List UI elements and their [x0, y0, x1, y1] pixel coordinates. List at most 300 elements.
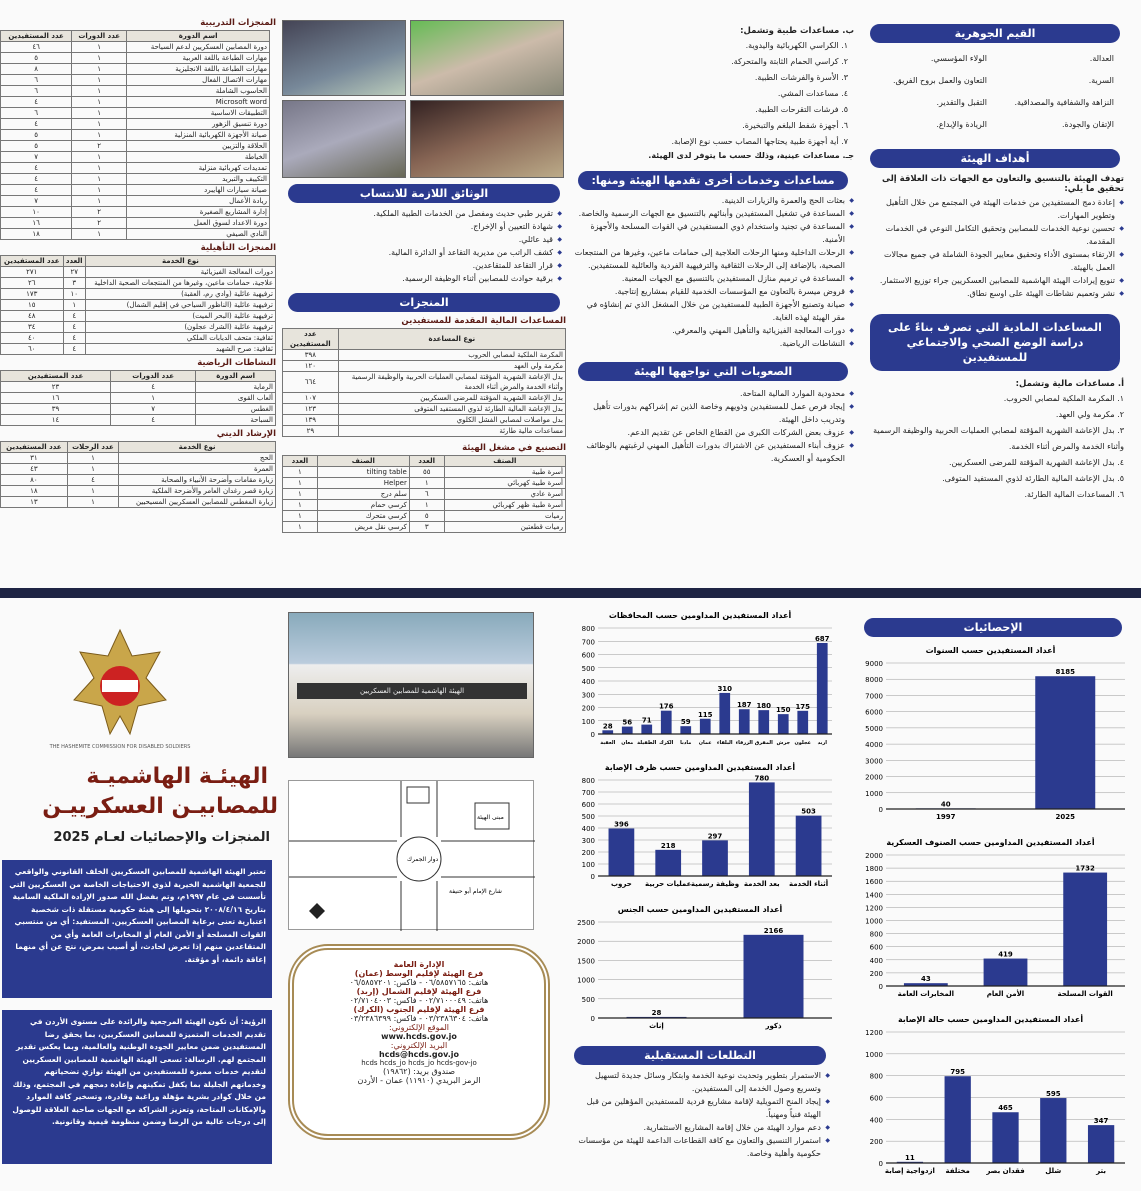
- chart-bar: [700, 719, 711, 734]
- chart-by-injury-status: [848, 1010, 1133, 1185]
- photo-wheelchairs: [282, 100, 406, 178]
- table-cell: tilting table: [317, 467, 409, 478]
- table-cell: ١٠: [63, 289, 85, 300]
- list-item: ١. المكرمة الملكية لمصابي الحروب.: [1003, 394, 1124, 403]
- column-header: اسم الدورة: [127, 31, 270, 42]
- x-tick-label: المفرق: [754, 740, 773, 746]
- map-label-hq: مبنى الهيئة: [477, 814, 504, 821]
- social-handles[interactable]: hcds hcds_jo hcds_jo hcds-gov-jo: [361, 1059, 477, 1067]
- table-cell: أسرة عادي: [444, 489, 565, 500]
- table-cell: مكرمة ولي العهد: [338, 361, 565, 372]
- y-tick-label: 400: [581, 825, 595, 833]
- statistics-column-2: [560, 606, 840, 1160]
- future-list: [560, 1069, 840, 1160]
- y-tick-label: 800: [581, 777, 595, 785]
- chart-by-military-branch: [848, 833, 1133, 1008]
- list-item: ٦. أجهزة شفط البلغم والتبخيرة.: [742, 121, 848, 130]
- x-tick-label: الزرقاء: [735, 740, 753, 746]
- list-item: ◆ دورات المعالجة الفيزيائية والتأهيل المهني والمعرفي.: [572, 324, 854, 337]
- table-cell: زيارة المغطس للمصابين العسكريين المسيحيين: [119, 497, 276, 508]
- bar-value-label: 71: [641, 716, 652, 725]
- table-cell: ١: [63, 300, 85, 311]
- y-tick-label: 200: [581, 704, 595, 713]
- core-value-item: الريادة والإبداع.: [936, 120, 987, 129]
- table-cell: دورة الاعداد لسوق العمل: [127, 218, 270, 229]
- table-cell: ٤٠: [1, 333, 64, 344]
- table-cell: ١٨: [1, 229, 72, 240]
- y-tick-label: 300: [581, 691, 595, 700]
- table-cell: ١: [72, 185, 127, 196]
- website-link[interactable]: www.hcds.gov.jo: [381, 1032, 457, 1041]
- in-kind-aid: جـ. مساعدات عينية، وذلك حسب ما يتوفر لدى الهيئة.: [648, 151, 854, 160]
- documents-list: [282, 207, 566, 285]
- table-cell: النادي الصيفي: [127, 229, 270, 240]
- table-cell: ٤: [111, 382, 196, 393]
- chart-bar: [945, 1076, 971, 1163]
- table-cell: بدل الإعاشة الشهرية المؤقتة لمصابي العمليات الحربية والوظيفة الرسمية وأثناء الخدمة والمرض أثناء الخدمة: [338, 372, 565, 393]
- table-row: [283, 467, 566, 478]
- y-tick-label: 7000: [865, 692, 883, 701]
- table-cell: ٤: [111, 415, 196, 426]
- y-tick-label: 4000: [865, 741, 883, 750]
- y-tick-label: 5000: [865, 724, 883, 733]
- table-cell: ٥: [1, 130, 72, 141]
- table-cell: ١٠٧: [283, 393, 339, 404]
- bar-value-label: 419: [998, 950, 1013, 959]
- table-row: [1, 267, 276, 278]
- list-item: ◆ تنويع إيرادات الهيئة الهاشمية للمصابين العسكريين جراء توزيع الاستثمار.: [866, 274, 1124, 287]
- y-tick-label: 600: [581, 801, 595, 809]
- cover-title-2: للمصابيـن العسكرييـن: [42, 794, 278, 819]
- column-header: عدد الدورات: [111, 371, 196, 382]
- table-row: [1, 218, 270, 229]
- x-tick-label: مادبا: [680, 740, 692, 746]
- x-tick-label: عجلون: [794, 740, 811, 746]
- branch-central: فرع الهيئة لإقليم الوسط (عمان): [354, 969, 484, 978]
- table-header-row: [1, 371, 276, 382]
- table-cell: Helper: [317, 478, 409, 489]
- table-cell: ثقافية: متحف الدبابات الملكي: [85, 333, 275, 344]
- column-header: عدد الرحلات: [67, 442, 118, 453]
- table-row: [283, 426, 566, 437]
- chart-by-gender: [560, 900, 840, 1040]
- table-cell: ١٦: [1, 218, 72, 229]
- table-row: [1, 404, 276, 415]
- table-cell: ١: [72, 119, 127, 130]
- y-tick-label: 1000: [577, 976, 595, 985]
- other-services-list: [572, 194, 854, 350]
- admin-label: الإدارة العامة: [393, 960, 445, 969]
- table-row: [1, 185, 270, 196]
- table-row: [1, 333, 276, 344]
- manufacturing-title: التصنيع في مشغل الهيئة: [462, 443, 566, 453]
- core-values-list: [860, 49, 1130, 135]
- table-row: [1, 119, 270, 130]
- list-item: ٤. بدل الإعاشة الشهرية المؤقتة للمرضى العسكريين.: [948, 458, 1124, 467]
- table-cell: مهارات الطباعة باللغة الانجليزية: [127, 64, 270, 75]
- x-tick-label: اربد: [817, 740, 827, 746]
- y-tick-label: 600: [869, 943, 883, 952]
- list-item: ٣. الأسرة والفرشات الطبية.: [754, 73, 848, 82]
- table-cell: دورة تنسيق الزهور: [127, 119, 270, 130]
- photo-mosque-visit: [410, 100, 564, 178]
- y-tick-label: 0: [878, 1160, 883, 1168]
- table-cell: ٢: [72, 207, 127, 218]
- y-tick-label: 500: [581, 664, 595, 673]
- cover-vision: الرؤية: أن تكون الهيئة المرجعية والرائدة على مستوى الأردن في تقديم الخدمات المتميزة للمصابين العسكريين، بما يحقق رضا المستفيدين ضمن معايير الجودة الوطنية والعالمية، وبما يعكس تقدير المجتمع لهم. الرسالة: تسعى الهيئة الهاشمية للمصابين العسكريين لتقديم خدمات مميزة للمستفيدين من الهيئة توازي تضحياتهم وخدماتهم الجليلة بما يكفل تمكينهم وإعادة دمجهم في المجتمع، وذلك من خلال كوادر بشرية مؤهلة وراغبة وقادرة، وتسخير كافة الموارد والإمكانات المتاحة، وتعزيز الشراكة مع الجهات صاحبة العلاقة للوصول إلى درجات عالية من الرضا وضمن منظومة قيمية وقانونية.: [2, 1010, 272, 1164]
- goals-intro: تهدف الهيئة بالتنسيق والتعاون مع الجهات ذات العلاقة إلى تحقيق ما يلي:: [882, 174, 1124, 194]
- table-cell: الحلاقة والتزيين: [127, 141, 270, 152]
- manufacturing-table: [282, 455, 566, 533]
- y-tick-label: 600: [581, 651, 595, 660]
- table-cell: ٧: [111, 404, 196, 415]
- table-row: [1, 497, 276, 508]
- financial-aid-list: [860, 391, 1130, 503]
- chart-bar: [739, 709, 750, 734]
- table-row: [1, 64, 270, 75]
- table-cell: ٨: [1, 64, 72, 75]
- table-row: [1, 464, 276, 475]
- bar-value-label: 56: [622, 718, 633, 727]
- list-item: ◆ عزوف أبناء المستفيدين عن الاشتراك بدورات التأهيل المهني لرغبتهم بالوظائف الحكومية أو العسكرية.: [572, 439, 854, 465]
- table-cell: ٦٦٤: [283, 372, 339, 393]
- table-cell: كرسي حمام: [317, 500, 409, 511]
- sports-title: النشاطات الرياضية: [197, 358, 276, 368]
- table-row: [1, 141, 270, 152]
- x-tick-label: مختلفة: [945, 1167, 970, 1175]
- core-values-header: القيم الجوهرية: [870, 24, 1120, 43]
- table-cell: ٣: [63, 278, 85, 289]
- column-header: اسم الدورة: [196, 371, 276, 382]
- table-cell: ٢: [72, 141, 127, 152]
- table-row: [1, 475, 276, 486]
- table-cell: ١٢٣: [283, 404, 339, 415]
- chart-bar: [1063, 873, 1107, 986]
- table-row: [1, 278, 276, 289]
- contact-frame: [288, 944, 550, 1140]
- table-cell: ترفيهية عائلية (البحر الميت): [85, 311, 275, 322]
- x-tick-label: شلل: [1045, 1167, 1062, 1175]
- training-table: [0, 30, 270, 240]
- table-row: [1, 75, 270, 86]
- y-tick-label: 100: [581, 717, 595, 726]
- y-tick-label: 800: [869, 1072, 883, 1081]
- column-header: عدد المستفيدين: [1, 31, 72, 42]
- table-cell: العمرة: [119, 464, 276, 475]
- list-item: ◆ برقية حوادث للمصابين أثناء الوظيفة الرسمية.: [282, 272, 562, 285]
- list-item: ◆ المساعدة في ترميم منازل المستفيدين بالتنسيق مع الجهات المعنية.: [572, 272, 854, 285]
- list-item: ◆ صيانة وتصنيع الأجهزة الطبية للمستفيدين من خلال المشغل الذي تم إنشاؤه في مقر الهيئة لهذه الغاية.: [572, 298, 854, 324]
- documents-header: الوثائق اللازمة للانتساب: [288, 184, 560, 203]
- list-item: ◆ كشف الراتب من مديرية التقاعد أو الدائرة المالية.: [282, 246, 562, 259]
- table-cell: ١: [283, 511, 318, 522]
- table-cell: زيارة قصر رغدان العامر والأضرحة الملكية: [119, 486, 276, 497]
- table-row: [283, 393, 566, 404]
- list-item: ◆ شهادة التعيين أو الإخراج.: [282, 220, 562, 233]
- y-tick-label: 300: [581, 837, 595, 845]
- table-cell: ٤٣: [1, 464, 68, 475]
- table-cell: ٢٧١: [1, 267, 64, 278]
- list-item: ٢. مكرمة ولي العهد.: [1055, 410, 1124, 419]
- y-tick-label: 200: [869, 969, 883, 978]
- y-tick-label: 9000: [865, 660, 883, 668]
- core-value-item: النزاهة والشفافية والمصداقية.: [1014, 98, 1114, 107]
- table-cell: رميات: [444, 511, 565, 522]
- documents-achievements-column: [282, 8, 566, 533]
- chart-bar: [609, 828, 635, 876]
- column-header: عدد المستفيدين: [1, 371, 111, 382]
- difficulties-header: الصعوبات التي تواجهها الهيئة: [578, 362, 848, 381]
- y-tick-label: 200: [869, 1138, 883, 1147]
- x-tick-label: العقبة: [600, 740, 616, 746]
- table-header-row: [1, 256, 276, 267]
- table-cell: ١٦: [1, 393, 111, 404]
- table-cell: ١: [72, 97, 127, 108]
- table-cell: ١: [409, 500, 444, 511]
- goals-list: [860, 196, 1130, 300]
- photo-workshop: [282, 20, 406, 96]
- list-item: ٥. بدل الإعاشة المالية الطارئة لذوي المستفيد المتوفى.: [942, 474, 1124, 483]
- chart-bar: [778, 714, 789, 734]
- table-row: [1, 130, 270, 141]
- other-services-header: مساعدات وخدمات أخرى تقدمها الهيئة ومنها:: [578, 171, 848, 190]
- table-cell: ١: [72, 64, 127, 75]
- table-row: [283, 350, 566, 361]
- x-tick-label: الطفيلة: [637, 740, 657, 746]
- bar-value-label: 218: [660, 841, 676, 850]
- y-tick-label: 8000: [865, 676, 883, 685]
- table-row: [1, 486, 276, 497]
- y-tick-label: 2000: [865, 852, 883, 860]
- y-tick-label: 400: [869, 956, 883, 965]
- table-header-row: [283, 329, 566, 350]
- bar-value-label: 115: [697, 710, 713, 719]
- table-row: [283, 404, 566, 415]
- x-tick-label: الكرك: [659, 740, 674, 746]
- table-row: [1, 382, 276, 393]
- table-cell: ريادة الأعمال: [127, 196, 270, 207]
- core-value-item: العدالة.: [1089, 54, 1114, 63]
- list-item: ١. الكراسي الكهربائية واليدوية.: [745, 41, 848, 50]
- bar-value-label: 150: [775, 706, 791, 715]
- column-header: العدد: [283, 456, 318, 467]
- table-cell: ١: [72, 196, 127, 207]
- column-header: الصنف: [317, 456, 409, 467]
- y-tick-label: 1600: [865, 878, 883, 887]
- table-cell: السباحة: [196, 415, 276, 426]
- column-header: عدد المستفيدين: [1, 442, 68, 453]
- table-row: [283, 361, 566, 372]
- tables-column: [0, 8, 276, 508]
- table-cell: ١: [67, 453, 118, 464]
- y-tick-label: 500: [581, 995, 595, 1004]
- table-cell: ٦: [1, 108, 72, 119]
- table-row: [1, 207, 270, 218]
- list-item: ٤. مساعدات المشي.: [777, 89, 848, 98]
- column-header: نوع المساعدة: [338, 329, 565, 350]
- table-row: [1, 42, 270, 53]
- table-cell: ١: [72, 108, 127, 119]
- y-tick-label: 0: [590, 731, 595, 739]
- bar-value-label: 40: [940, 800, 951, 809]
- list-item: ◆ إعادة دمج المستفيدين من خدمات الهيئة في المجتمع من خلال التأهيل وتطوير المهارات.: [866, 196, 1124, 222]
- chart-title: أعداد المستفيدين المداومين حسب حالة الإصابة: [897, 1015, 1084, 1024]
- bar-value-label: 11: [905, 1153, 915, 1162]
- table-row: [283, 511, 566, 522]
- table-cell: ٣: [409, 522, 444, 533]
- column-header: عدد الدورات: [72, 31, 127, 42]
- chart-bar: [655, 850, 681, 876]
- core-value-item: التعاون والعمل بروح الفريق.: [892, 76, 987, 85]
- brochure-outer-page: [0, 598, 1141, 1191]
- y-tick-label: 200: [581, 849, 595, 857]
- cover-column: [0, 598, 276, 1191]
- table-row: [1, 53, 270, 64]
- table-cell: المكرمة الملكية لمصابي الحروب: [338, 350, 565, 361]
- table-cell: التطبيقات الاساسية: [127, 108, 270, 119]
- table-cell: ٥: [1, 141, 72, 152]
- table-cell: ٧: [1, 196, 72, 207]
- chart-title: أعداد المستفيدين المداومين حسب الصنوف العسكرية: [886, 838, 1095, 847]
- achievements-header: المنجزات: [288, 293, 560, 312]
- bar-value-label: 595: [1045, 1090, 1061, 1099]
- table-cell: ٤: [1, 174, 72, 185]
- list-item: ٣. بدل الإعاشة الشهرية المؤقتة لمصابي العمليات الحربية والوظيفة الرسمية وأثناء الخدمة والمرض أثناء الخدمة.: [873, 426, 1124, 451]
- table-header-row: [283, 456, 566, 467]
- photo-pilgrims: [410, 20, 564, 96]
- table-cell: تمديدات كهربائية منزلية: [127, 163, 270, 174]
- table-cell: ترفيهية عائلية (الشرك عجلون): [85, 322, 275, 333]
- table-cell: الرماية: [196, 382, 276, 393]
- column-header: نوع الخدمة: [119, 442, 276, 453]
- bar-value-label: 780: [754, 774, 770, 783]
- chart-bar: [1040, 1098, 1066, 1163]
- x-tick-label: البلقاء: [716, 740, 733, 746]
- medical-aid-list: [572, 38, 854, 150]
- table-row: [283, 489, 566, 500]
- y-tick-label: 1000: [865, 789, 883, 798]
- statistics-column: [848, 606, 1138, 1187]
- table-row: [1, 344, 276, 355]
- y-tick-label: 1000: [865, 917, 883, 926]
- list-item: ◆ قيد عائلي.: [282, 233, 562, 246]
- table-row: [1, 453, 276, 464]
- difficulties-list: [572, 387, 854, 465]
- website-label: الموقع الإلكتروني:: [389, 1023, 449, 1032]
- core-value-item: التقبل والتقدير.: [936, 98, 987, 107]
- table-cell: ١٥: [1, 300, 64, 311]
- table-cell: ١٨: [1, 486, 68, 497]
- table-cell: ١: [409, 478, 444, 489]
- bar-value-label: 180: [756, 702, 772, 711]
- table-cell: ٤٦: [1, 42, 72, 53]
- table-cell: إدارة المشاريع الصغيرة: [127, 207, 270, 218]
- table-cell: ١: [72, 53, 127, 64]
- x-tick-label: 1997: [936, 813, 956, 821]
- chart-bar: [992, 1112, 1018, 1163]
- table-cell: ٢٧: [63, 267, 85, 278]
- table-cell: ٢٩: [283, 426, 339, 437]
- bar-value-label: 465: [998, 1104, 1013, 1113]
- table-cell: ١٤: [1, 415, 111, 426]
- table-row: [1, 393, 276, 404]
- table-cell: ٧: [1, 152, 72, 163]
- table-cell: سلم درج: [317, 489, 409, 500]
- future-header: التطلعات المستقبلية: [574, 1046, 826, 1065]
- y-tick-label: 1200: [865, 1029, 883, 1037]
- table-cell: ١٠: [1, 207, 72, 218]
- list-item: ◆ استمرار التنسيق والتعاون مع كافة القطاعات الداعمة للهيئة من مؤسسات حكومية وأهلية وخاصة.: [570, 1134, 830, 1160]
- table-cell: ألعاب القوى: [196, 393, 276, 404]
- medical-aid-title: ب. مساعدات طبية وتشمل:: [740, 26, 854, 36]
- map-label-street: شارع الإمام أبو حنيفة: [449, 888, 502, 895]
- branch-north: فرع الهيئة لإقليم الشمال (إربد): [356, 987, 482, 996]
- branch-south-phone: هاتف: ٠٣/٢٣٨٦٣٠٤ - فاكس: ٠٣/٢٣٨٦٣٩٩: [349, 1014, 489, 1023]
- y-tick-label: 1400: [865, 891, 883, 900]
- table-row: [283, 372, 566, 393]
- table-cell: أسرة طبية ظهر كهربائي: [444, 500, 565, 511]
- bar-value-label: 503: [801, 807, 816, 816]
- list-item: ◆ محدودية الموارد المالية المتاحة.: [572, 387, 854, 400]
- table-cell: ١٢٠: [283, 361, 339, 372]
- list-item: ٧. أية أجهزة طبية يحتاجها المصاب حسب نوع الإصابة.: [671, 137, 848, 146]
- building-photo: [288, 612, 534, 758]
- table-cell: زيارة مقامات وأضرحة الأنبياء والصحابة: [119, 475, 276, 486]
- list-item: ٥. فرشات التقرحات الطبية.: [755, 105, 848, 114]
- sports-table: [0, 370, 276, 426]
- table-cell: مهارات الاتصال الفعال: [127, 75, 270, 86]
- chart-bar: [796, 816, 822, 876]
- list-item: ◆ دعم موارد الهيئة من خلال إقامة المشاريع الاستثمارية.: [570, 1121, 830, 1134]
- brochure-inner-page: [0, 0, 1141, 590]
- x-tick-label: أثناء الخدمة: [788, 880, 829, 888]
- chart-bar: [1088, 1125, 1114, 1163]
- table-cell: ٥: [1, 53, 72, 64]
- table-cell: ٨٠: [1, 475, 68, 486]
- table-cell: ١: [72, 229, 127, 240]
- contact-column: [284, 606, 554, 1140]
- column-header: العدد: [409, 456, 444, 467]
- table-row: [1, 289, 276, 300]
- table-cell: ١: [67, 486, 118, 497]
- y-tick-label: 6000: [865, 708, 883, 717]
- bar-value-label: 8185: [1055, 668, 1075, 677]
- bar-value-label: 28: [651, 1008, 662, 1017]
- statistics-header: الإحصائيات: [864, 618, 1122, 637]
- email-link[interactable]: hcds@hcds.gov.jo: [379, 1050, 459, 1059]
- table-cell: ٦: [1, 75, 72, 86]
- table-row: [1, 311, 276, 322]
- table-cell: ٦: [409, 489, 444, 500]
- po-box: صندوق بريد: (١٩٨٦٢): [382, 1067, 456, 1076]
- y-tick-label: 0: [590, 1015, 595, 1023]
- table-cell: ٦: [1, 86, 72, 97]
- list-item: ◆ تقرير طبي حديث ومفصل من الخدمات الطبية الملكية.: [282, 207, 562, 220]
- y-tick-label: 1200: [865, 904, 883, 913]
- table-row: [1, 322, 276, 333]
- chart-bar: [984, 959, 1028, 986]
- bar-value-label: 43: [920, 975, 931, 984]
- table-cell: ١: [72, 163, 127, 174]
- y-tick-label: 800: [869, 930, 883, 939]
- cover-title-1: الهيئـة الهاشميـة: [86, 764, 268, 789]
- table-row: [1, 152, 270, 163]
- bar-value-label: 347: [1093, 1117, 1109, 1126]
- table-row: [1, 108, 270, 119]
- list-item: ◆ قروض ميسرة بالتعاون مع المؤسسات الخدمية للقيام بمشاريع إنتاجية.: [572, 285, 854, 298]
- table-cell: التكييف والتبريد: [127, 174, 270, 185]
- list-item: ◆ المساعدة في تجنيد واستخدام ذوي المستفيدين في القوات المسلحة والأجهزة الأمنية.: [572, 220, 854, 246]
